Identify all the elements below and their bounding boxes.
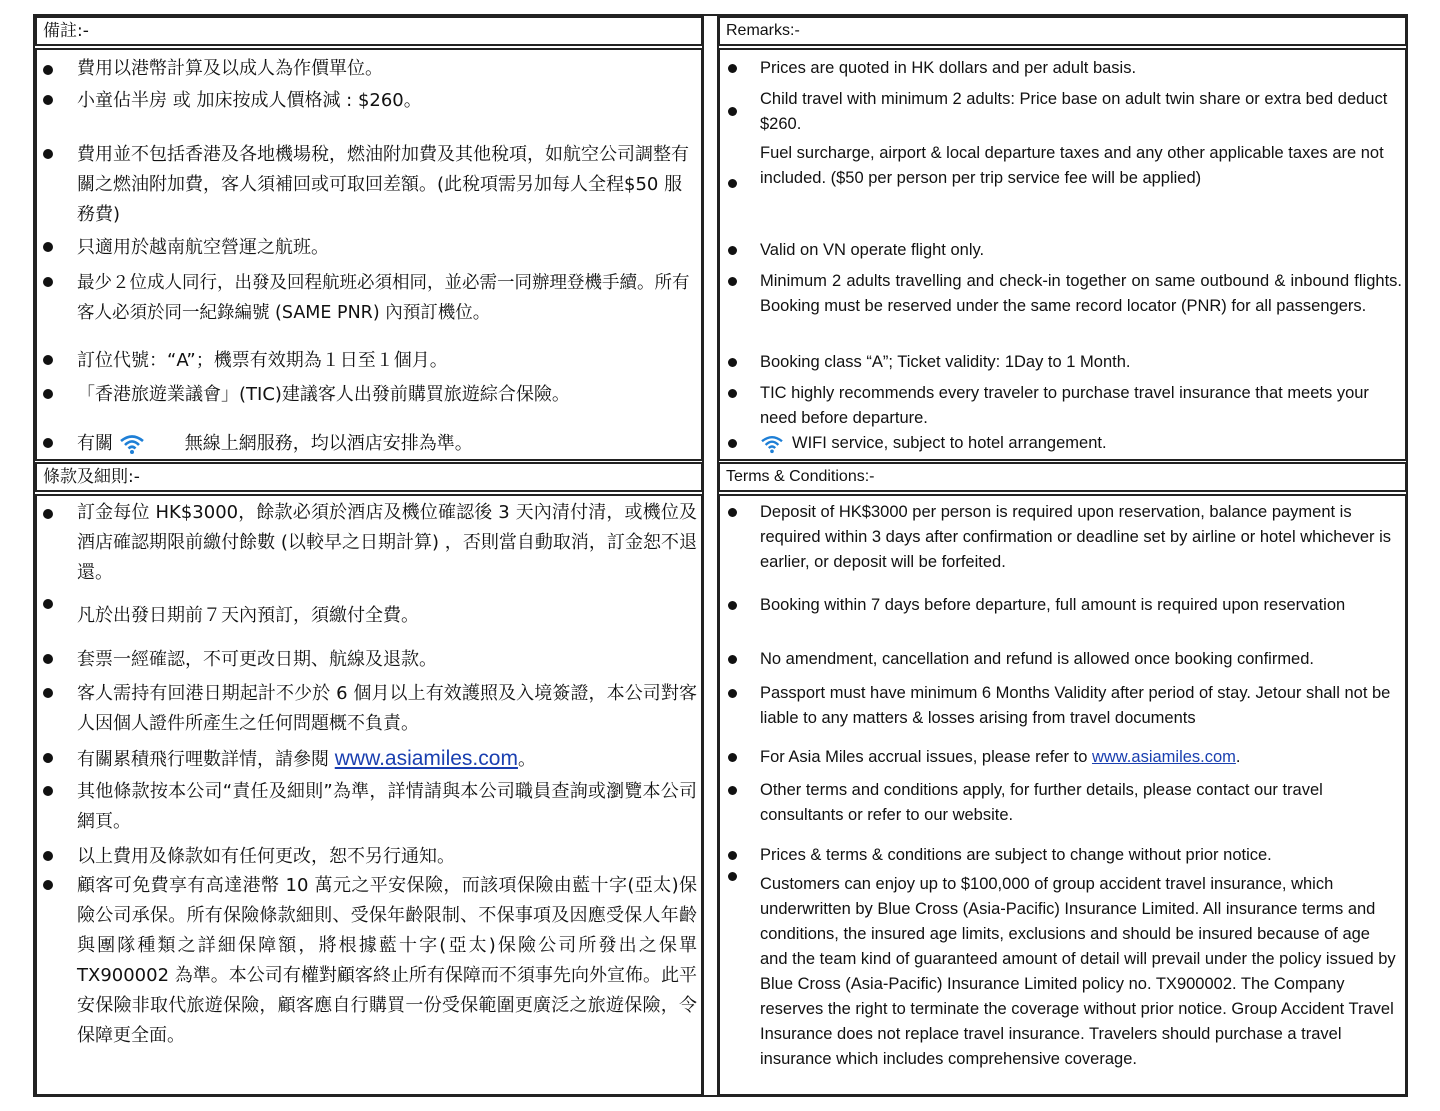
remark-en-text: Fuel surcharge, airport & local departure taxes and any other applicable taxes are not included. ($50 per person per trip service fee will be applied) [760, 144, 1384, 187]
list-item [77, 86, 697, 116]
bullet-icon [728, 601, 737, 610]
term-en-text: Booking within 7 days before departure, full amount is required upon reservation [760, 596, 1346, 614]
remark-zh-text: 無線上網服務，均以酒店安排為準。 [184, 433, 473, 454]
wifi-icon [119, 433, 145, 455]
bullet-icon [43, 880, 53, 890]
terms-zh-header: 條款及細則:- [35, 462, 703, 492]
wifi-icon [760, 434, 784, 454]
bullet-icon [43, 355, 53, 365]
list-item [760, 56, 1402, 81]
remarks-zh-header: 備註:- [35, 16, 703, 46]
list-item [760, 647, 1402, 672]
bullet-icon [728, 439, 737, 448]
remark-zh-text: 只適用於越南航空營運之航班。 [77, 237, 329, 258]
list-item [760, 778, 1402, 828]
bullet-icon [728, 872, 737, 881]
list-item [760, 269, 1402, 319]
list-item [77, 777, 697, 837]
bullet-icon [728, 358, 737, 367]
bullet-icon [728, 246, 737, 255]
list-item [77, 871, 697, 1051]
remark-en-text: Valid on VN operate flight only. [760, 241, 985, 259]
list-item [77, 429, 697, 459]
term-zh-text: 凡於出發日期前７天內預訂，須繳付全費。 [77, 605, 419, 626]
list-item [760, 681, 1402, 731]
remark-en-text: WIFI service, subject to hotel arrangement. [792, 434, 1107, 452]
term-en-text: Other terms and conditions apply, for further details, please contact our travel consultants or refer to our website. [760, 781, 1323, 824]
remarks-en-box [718, 48, 1407, 461]
bullet-icon [728, 753, 737, 762]
remark-zh-text: 訂位代號：“A”；機票有效期為１日至１個月。 [77, 350, 448, 371]
list-item [77, 842, 697, 872]
bullet-icon [43, 688, 53, 698]
term-en-text: No amendment, cancellation and refund is allowed once booking confirmed. [760, 650, 1314, 668]
remark-zh-text: 「香港旅遊業議會」(TIC)建議客人出發前購買旅遊綜合保險。 [77, 384, 570, 405]
term-zh-text: 有關累積飛行哩數詳情，請參閱 [77, 749, 329, 770]
remark-zh-text: 費用以港幣計算及以成人為作價單位。 [77, 58, 383, 79]
bullet-icon [43, 149, 53, 159]
terms-en-box [718, 494, 1407, 1096]
bullet-icon [728, 508, 737, 517]
bullet-icon [43, 599, 53, 609]
list-item [760, 87, 1402, 137]
term-zh-text: 訂金每位 HK$3000，餘款必須於酒店及機位確認後 3 天內清付清，或機位及酒店確認期限前繳付餘數 (以較早之日期計算) ，否則當自動取消，訂金恕不退還。 [77, 502, 697, 583]
list-item [760, 843, 1402, 868]
term-en-text: Deposit of HK$3000 per person is required upon reservation, balance payment is required within 3 days after confirmation or deadline set by airline or hotel whichever is earlier, or deposit will be forfeited. [760, 503, 1391, 571]
list-item [77, 268, 697, 328]
bullet-icon [43, 753, 53, 763]
bullet-icon [728, 107, 737, 116]
bullet-icon [728, 179, 737, 188]
bullet-icon [728, 786, 737, 795]
list-item [760, 500, 1402, 575]
term-zh-text: 以上費用及條款如有任何更改，恕不另行通知。 [77, 846, 455, 867]
remark-zh-text: 最少２位成人同行，出發及回程航班必須相同，並必需一同辦理登機手續。所有客人必須於同一紀錄編號 (SAME PNR) 內預訂機位。 [77, 273, 690, 323]
list-item [77, 601, 697, 631]
terms-en-header: Terms & Conditions:- [718, 462, 1407, 492]
list-item [760, 872, 1402, 1072]
list-item [760, 350, 1402, 375]
list-item [77, 380, 697, 410]
term-zh-text: 顧客可免費享有高達港幣 10 萬元之平安保險，而該項保險由藍十字(亞太)保險公司承保。所有保險條款細則、受保年齡限制、不保事項及因應受保人年齡與團隊種類之詳細保障額，將根據藍十字(亞太)保險公司所發出之保單 TX900002 為準。本公司有權對顧客終止所有保障而不須事先向外宣佈。此平安保險非取代旅遊保險，顧客應自行購買一份受保範圍更廣泛之旅遊保險，令保障更全面。 [77, 875, 697, 1046]
term-zh-text: 套票一經確認，不可更改日期、航線及退款。 [77, 649, 437, 670]
asiamiles-link[interactable]: www.asiamiles.com [334, 747, 518, 770]
bullet-icon [43, 509, 53, 519]
list-item [77, 346, 697, 376]
bullet-icon [43, 438, 53, 448]
bullet-icon [43, 786, 53, 796]
list-item [77, 679, 697, 739]
remark-zh-text: 費用並不包括香港及各地機場稅，燃油附加費及其他稅項，如航空公司調整有關之燃油附加費，客人須補回或可取回差額。(此稅項需另加每人全程$50 服務費) [77, 144, 689, 225]
list-item [760, 381, 1402, 431]
list-item [77, 140, 697, 230]
bullet-icon [728, 389, 737, 398]
terms-zh-box [35, 494, 703, 1096]
term-zh-text: 。 [517, 749, 536, 770]
bullet-icon [43, 242, 53, 252]
bullet-icon [43, 851, 53, 861]
remark-en-text: Child travel with minimum 2 adults: Price base on adult twin share or extra bed deduct $260. [760, 90, 1388, 133]
term-en-text: . [1235, 748, 1241, 766]
bullet-icon [43, 65, 53, 75]
term-en-text: For Asia Miles accrual issues, please refer to [760, 748, 1092, 766]
term-en-text: Passport must have minimum 6 Months Validity after period of stay. Jetour shall not be liable to any matters & losses arising from travel documents [760, 684, 1391, 727]
list-item [77, 744, 697, 775]
list-item [77, 54, 697, 84]
bullet-icon [728, 64, 737, 73]
remark-en-text: Booking class “A”; Ticket validity: 1Day to 1 Month. [760, 353, 1131, 371]
remarks-zh-box [35, 48, 703, 461]
bullet-icon [728, 851, 737, 860]
bullet-icon [43, 389, 53, 399]
term-en-text: Customers can enjoy up to $100,000 of group accident travel insurance, which underwritten by Blue Cross (Asia-Pacific) Insurance Limited. All insurance terms and conditions, the insured age limits, exclusions and should be insured because of age and the team kind of guaranteed amount of detail will prevail under the policy issued by Blue Cross (Asia-Pacific) Insurance Limited policy no. TX900002. The Company reserves the right to terminate the coverage without prior notice. Group Accident Travel Insurance does not replace travel insurance. Travelers should purchase a travel insurance which includes comprehensive coverage. [760, 875, 1396, 1068]
bullet-icon [728, 689, 737, 698]
bullet-icon [728, 277, 737, 286]
asiamiles-link[interactable]: www.asiamiles.com [1091, 748, 1236, 766]
list-item [77, 233, 697, 263]
remark-zh-prefix: 有關 [77, 433, 113, 454]
bullet-icon [728, 655, 737, 664]
bullet-icon [43, 95, 53, 105]
remark-zh-text: 小童佔半房 或 加床按成人價格減 : $260。 [77, 90, 422, 111]
term-zh-text: 客人需持有回港日期起計不少於 6 個月以上有效護照及入境簽證，本公司對客人因個人證件所產生之任何問題概不負責。 [77, 683, 697, 734]
list-item [760, 238, 1402, 263]
bullet-icon [43, 277, 53, 287]
remark-en-text: Minimum 2 adults travelling and check-in together on same outbound & inbound flights. Booking must be reserved under the same record locator (PNR) for all passengers. [760, 272, 1402, 315]
list-item [760, 745, 1402, 770]
bullet-icon [43, 654, 53, 664]
term-en-text: Prices & terms & conditions are subject to change without prior notice. [760, 846, 1272, 864]
list-item [77, 645, 697, 675]
list-item [760, 431, 1402, 456]
remark-en-text: TIC highly recommends every traveler to purchase travel insurance that meets your need before departure. [760, 384, 1369, 427]
remark-en-text: Prices are quoted in HK dollars and per adult basis. [760, 59, 1137, 77]
list-item [760, 593, 1402, 618]
list-item [760, 141, 1402, 191]
term-zh-text: 其他條款按本公司“責任及細則”為準，詳情請與本公司職員查詢或瀏覽本公司網頁。 [77, 781, 697, 832]
list-item [77, 498, 697, 588]
remarks-en-header: Remarks:- [718, 16, 1407, 46]
